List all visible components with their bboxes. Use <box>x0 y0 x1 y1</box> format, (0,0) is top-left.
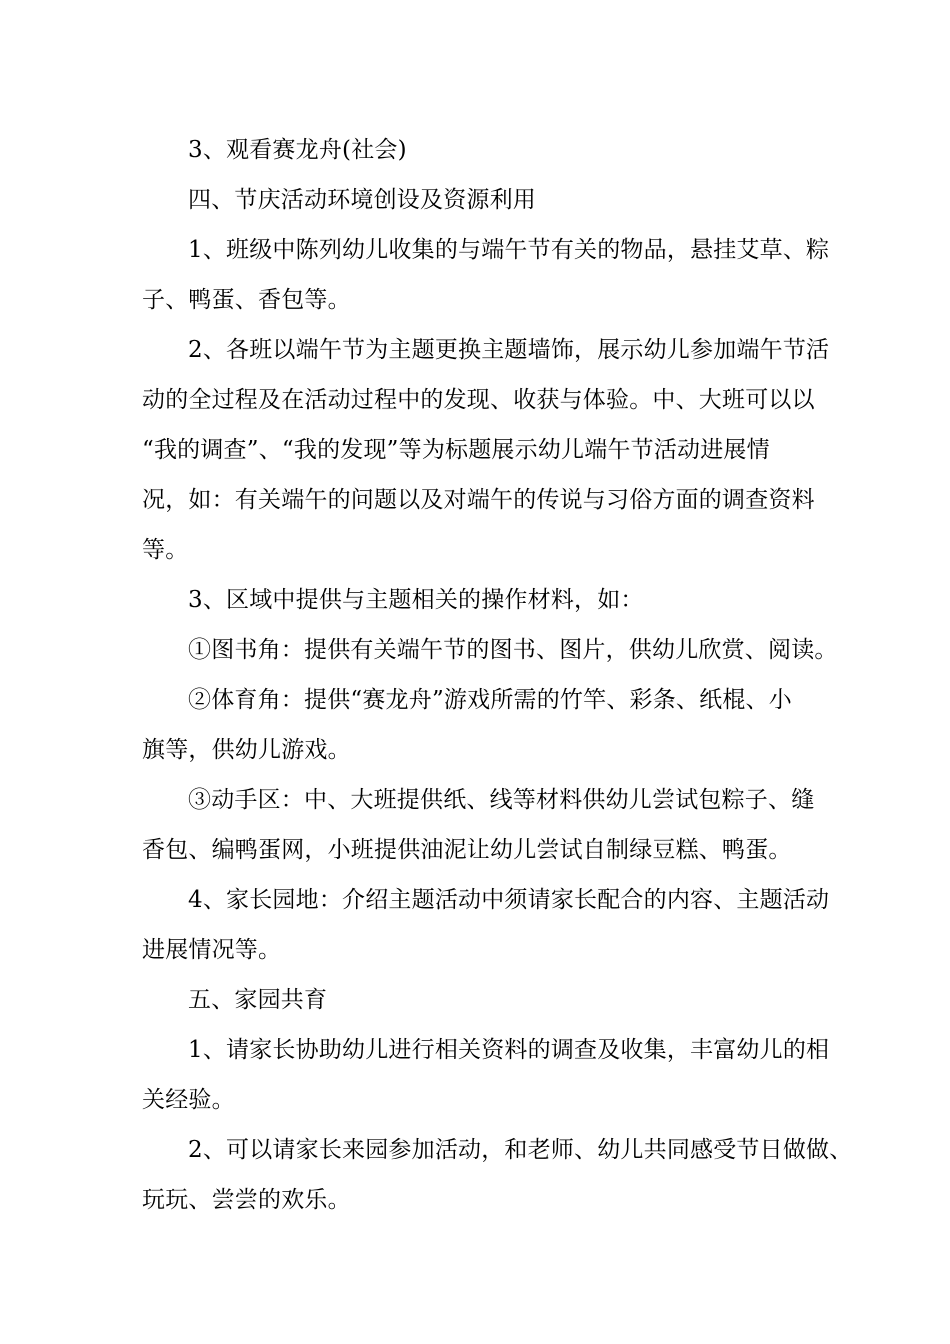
text-line: 3、观看赛龙舟(社会) <box>188 137 407 163</box>
text-line: 旗等，供幼儿游戏。 <box>142 737 351 763</box>
text-line: 1、班级中陈列幼儿收集的与端午节有关的物品，悬挂艾草、粽 <box>188 237 830 263</box>
text-line: 等。 <box>142 537 189 563</box>
text-line: 动的全过程及在活动过程中的发现、收获与体验。中、大班可以以 <box>142 387 815 413</box>
text-line: “我的调查”、“我的发现”等为标题展示幼儿端午节活动进展情 <box>142 437 770 463</box>
text-line: ③动手区：中、大班提供纸、线等材料供幼儿尝试包粽子、缝 <box>188 787 815 813</box>
text-line: 1、请家长协助幼儿进行相关资料的调查及收集，丰富幼儿的相 <box>188 1037 830 1063</box>
text-line: 2、各班以端午节为主题更换主题墙饰，展示幼儿参加端午节活 <box>188 337 830 363</box>
text-line: 子、鸭蛋、香包等。 <box>142 287 351 313</box>
section-heading: 五、家园共育 <box>188 987 328 1013</box>
text-line: 香包、编鸭蛋网，小班提供油泥让幼儿尝试自制绿豆糕、鸭蛋。 <box>142 837 792 863</box>
text-line: 2、可以请家长来园参加活动，和老师、幼儿共同感受节日做做、 <box>188 1137 853 1163</box>
text-line: 关经验。 <box>142 1087 235 1113</box>
text-line: 玩玩、尝尝的欢乐。 <box>142 1187 351 1213</box>
text-line: 况，如：有关端午的问题以及对端午的传说与习俗方面的调查资料 <box>142 487 815 513</box>
text-line: 3、区域中提供与主题相关的操作材料，如： <box>188 587 644 613</box>
text-line: 进展情况等。 <box>142 937 282 963</box>
text-line: ①图书角：提供有关端午节的图书、图片，供幼儿欣赏、阅读。 <box>188 637 838 663</box>
section-heading: 四、节庆活动环境创设及资源利用 <box>188 187 536 213</box>
text-line: 4、家长园地：介绍主题活动中须请家长配合的内容、主题活动 <box>188 887 830 913</box>
text-line: ②体育角：提供“赛龙舟”游戏所需的竹竿、彩条、纸棍、小 <box>188 687 792 713</box>
